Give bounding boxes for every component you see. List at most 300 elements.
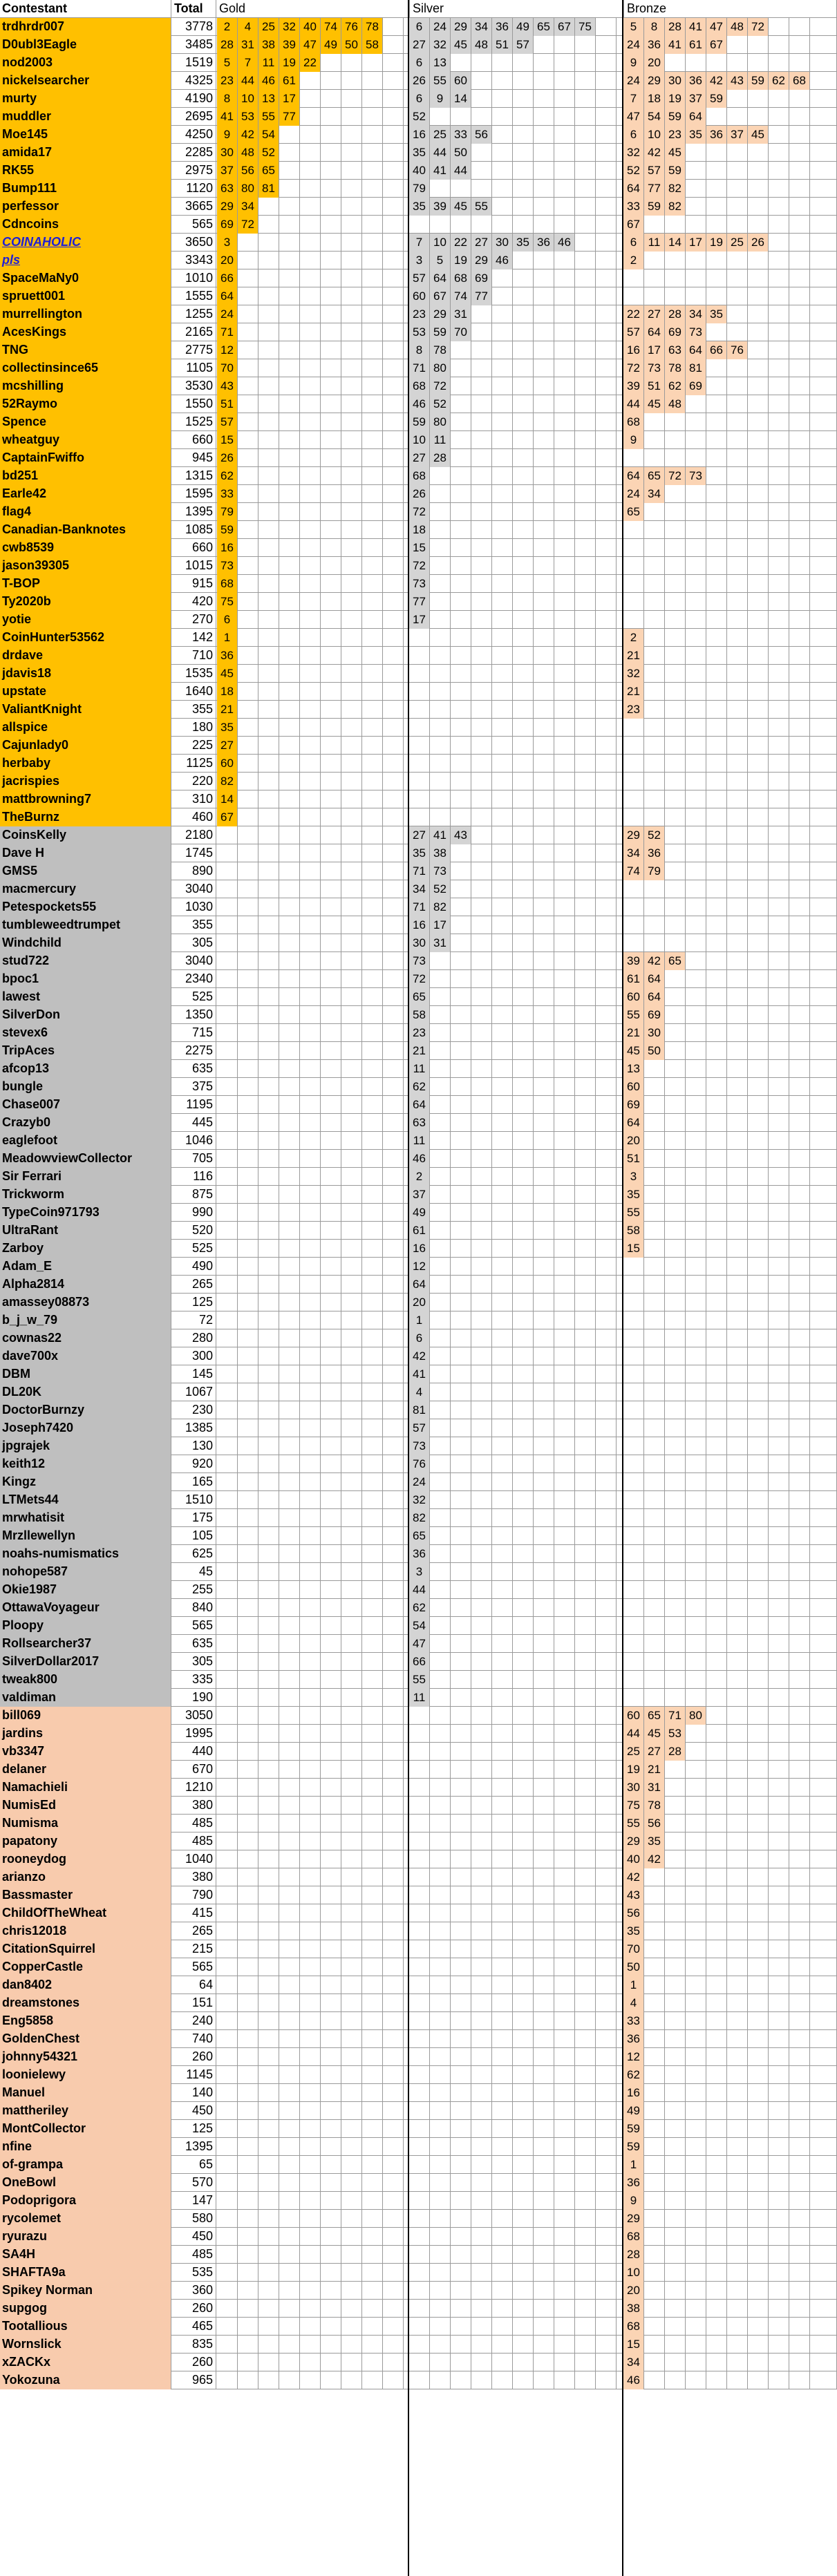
empty-cell [534, 108, 554, 126]
empty-cell [534, 1419, 554, 1437]
empty-cell [769, 2102, 789, 2120]
empty-cell [727, 2210, 748, 2228]
gold-medal-number: 80 [238, 180, 258, 198]
empty-cell [789, 108, 810, 126]
empty-cell [471, 1671, 492, 1689]
empty-cell [300, 593, 321, 611]
empty-cell [686, 1222, 706, 1240]
contestant-name: CaptainFwiffo [0, 449, 171, 467]
empty-cell [789, 1222, 810, 1240]
gold-medal-number: 8 [217, 90, 238, 108]
table-row [0, 1114, 837, 1132]
empty-cell [513, 1240, 534, 1258]
empty-cell [706, 1132, 727, 1150]
empty-cell [362, 234, 383, 252]
total-score: 1085 [171, 521, 216, 539]
empty-cell [575, 988, 596, 1006]
empty-cell [492, 1347, 513, 1365]
empty-cell [554, 503, 575, 521]
empty-cell [748, 1096, 769, 1114]
empty-cell [727, 162, 748, 180]
empty-cell [362, 467, 383, 485]
bronze-medal-number: 35 [623, 1922, 644, 1940]
empty-cell [554, 1761, 575, 1779]
empty-cell [492, 1132, 513, 1150]
empty-cell [383, 1958, 404, 1976]
gold-medal-number: 58 [362, 36, 383, 54]
empty-cell [554, 1868, 575, 1886]
empty-cell [279, 1168, 300, 1186]
empty-cell [383, 1258, 404, 1276]
empty-cell [534, 467, 554, 485]
empty-cell [596, 970, 617, 988]
empty-cell [238, 611, 258, 629]
empty-cell [789, 126, 810, 144]
empty-cell [769, 162, 789, 180]
bronze-medal-number: 35 [706, 305, 727, 323]
empty-cell [748, 1725, 769, 1743]
empty-cell [644, 737, 665, 755]
empty-cell [300, 1078, 321, 1096]
empty-cell [383, 1779, 404, 1797]
empty-cell [623, 808, 644, 826]
empty-cell [727, 790, 748, 808]
empty-cell [706, 449, 727, 467]
silver-medal-number: 80 [430, 413, 451, 431]
empty-cell [492, 377, 513, 395]
empty-cell [451, 952, 471, 970]
empty-cell [217, 1581, 238, 1599]
empty-cell [748, 593, 769, 611]
silver-medal-number: 70 [451, 323, 471, 341]
table-row [0, 898, 837, 916]
bronze-medal-number: 31 [644, 1779, 665, 1797]
empty-cell [513, 647, 534, 665]
contestant-name: dreamstones [0, 1994, 171, 2012]
total-score: 72 [171, 1311, 216, 1329]
empty-cell [665, 2336, 686, 2354]
empty-cell [492, 1078, 513, 1096]
gold-medal-number: 33 [217, 485, 238, 503]
empty-cell [279, 1258, 300, 1276]
empty-cell [596, 1258, 617, 1276]
empty-cell [321, 485, 341, 503]
bronze-medal-number: 47 [623, 108, 644, 126]
empty-cell [430, 1168, 451, 1186]
silver-medal-number: 32 [409, 1491, 430, 1509]
empty-cell [492, 701, 513, 719]
empty-cell [596, 1563, 617, 1581]
empty-cell [492, 683, 513, 701]
empty-cell [383, 2174, 404, 2192]
empty-cell [534, 701, 554, 719]
empty-cell [554, 2174, 575, 2192]
empty-cell [769, 1581, 789, 1599]
gold-medal-number: 9 [217, 126, 238, 144]
empty-cell [217, 1491, 238, 1509]
empty-cell [341, 665, 362, 683]
empty-cell [217, 2282, 238, 2300]
bronze-medal-number: 9 [623, 431, 644, 449]
empty-cell [810, 808, 837, 826]
bronze-medal-number: 60 [623, 988, 644, 1006]
empty-cell [686, 1940, 706, 1958]
empty-cell [279, 1527, 300, 1545]
header-bronze: Bronze [624, 0, 837, 18]
empty-cell [362, 1473, 383, 1491]
empty-cell [665, 683, 686, 701]
total-score: 4325 [171, 72, 216, 90]
empty-cell [451, 503, 471, 521]
empty-cell [769, 1868, 789, 1886]
empty-cell [769, 2282, 789, 2300]
empty-cell [596, 359, 617, 377]
bronze-medal-number: 28 [665, 1743, 686, 1761]
contestant-name[interactable]: pls [0, 252, 171, 269]
contestant-name: Mrzllewellyn [0, 1527, 171, 1545]
empty-cell [686, 862, 706, 880]
gold-medal-number: 26 [217, 449, 238, 467]
empty-cell [769, 1222, 789, 1240]
empty-cell [789, 2210, 810, 2228]
contestant-name: Alpha2814 [0, 1276, 171, 1294]
empty-cell [279, 521, 300, 539]
empty-cell [258, 467, 279, 485]
empty-cell [362, 1761, 383, 1779]
empty-cell [258, 1653, 279, 1671]
bronze-medal-number: 36 [706, 126, 727, 144]
empty-cell [534, 898, 554, 916]
empty-cell [596, 1276, 617, 1294]
empty-cell [430, 1383, 451, 1401]
gold-medal-number: 24 [217, 305, 238, 323]
empty-cell [534, 180, 554, 198]
empty-cell [575, 665, 596, 683]
gold-medal-number: 40 [300, 18, 321, 36]
empty-cell [534, 1886, 554, 1904]
empty-cell [644, 1078, 665, 1096]
table-row [0, 1940, 837, 1958]
empty-cell [492, 2174, 513, 2192]
empty-cell [258, 1922, 279, 1940]
empty-cell [810, 1311, 837, 1329]
empty-cell [706, 2210, 727, 2228]
empty-cell [810, 359, 837, 377]
empty-cell [623, 269, 644, 287]
empty-cell [300, 683, 321, 701]
empty-cell [513, 1078, 534, 1096]
gold-medal-number: 78 [362, 18, 383, 36]
empty-cell [430, 790, 451, 808]
empty-cell [644, 1886, 665, 1904]
empty-cell [217, 1132, 238, 1150]
empty-cell [554, 988, 575, 1006]
empty-cell [706, 1527, 727, 1545]
gold-medal-number: 15 [217, 431, 238, 449]
empty-cell [810, 1060, 837, 1078]
empty-cell [258, 1419, 279, 1437]
empty-cell [362, 2012, 383, 2030]
empty-cell [769, 1563, 789, 1581]
empty-cell [279, 1581, 300, 1599]
empty-cell [748, 1904, 769, 1922]
empty-cell [258, 1096, 279, 1114]
empty-cell [341, 90, 362, 108]
bronze-medal-number: 56 [644, 1815, 665, 1832]
empty-cell [810, 1437, 837, 1455]
empty-cell [471, 1401, 492, 1419]
silver-medal-number: 64 [409, 1276, 430, 1294]
header-silver: Silver [410, 0, 624, 18]
empty-cell [321, 1329, 341, 1347]
empty-cell [727, 2012, 748, 2030]
contestant-name: amida17 [0, 144, 171, 162]
empty-cell [727, 1491, 748, 1509]
gold-medal-number: 65 [258, 162, 279, 180]
empty-cell [748, 1258, 769, 1276]
empty-cell [789, 557, 810, 575]
empty-cell [362, 539, 383, 557]
empty-cell [451, 1096, 471, 1114]
empty-cell [513, 1491, 534, 1509]
gold-medal-number: 31 [238, 36, 258, 54]
gold-medal-number: 82 [217, 773, 238, 790]
empty-cell [789, 485, 810, 503]
total-score: 520 [171, 1222, 216, 1240]
empty-cell [300, 1365, 321, 1383]
empty-cell [769, 737, 789, 755]
empty-cell [810, 1527, 837, 1545]
empty-cell [321, 1527, 341, 1545]
empty-cell [471, 1006, 492, 1024]
silver-medal-number: 64 [409, 1096, 430, 1114]
gold-medal-number: 59 [217, 521, 238, 539]
empty-cell [810, 503, 837, 521]
table-row [0, 1042, 837, 1060]
empty-cell [471, 1922, 492, 1940]
empty-cell [300, 1815, 321, 1832]
empty-cell [451, 2030, 471, 2048]
empty-cell [810, 755, 837, 773]
empty-cell [430, 180, 451, 198]
bronze-medal-number: 42 [644, 952, 665, 970]
empty-cell [279, 287, 300, 305]
empty-cell [789, 2012, 810, 2030]
empty-cell [810, 1581, 837, 1599]
empty-cell [451, 1383, 471, 1401]
empty-cell [810, 1725, 837, 1743]
bronze-medal-number: 26 [748, 234, 769, 252]
empty-cell [665, 1419, 686, 1437]
empty-cell [238, 1006, 258, 1024]
empty-cell [362, 1617, 383, 1635]
bronze-medal-number: 30 [623, 1779, 644, 1797]
empty-cell [748, 1455, 769, 1473]
empty-cell [789, 539, 810, 557]
empty-cell [300, 108, 321, 126]
empty-cell [321, 252, 341, 269]
empty-cell [451, 2138, 471, 2156]
empty-cell [341, 1922, 362, 1940]
bronze-medal-number: 17 [644, 341, 665, 359]
empty-cell [430, 755, 451, 773]
empty-cell [238, 1886, 258, 1904]
gold-medal-number: 13 [258, 90, 279, 108]
empty-cell [596, 2048, 617, 2066]
empty-cell [534, 323, 554, 341]
empty-cell [258, 1994, 279, 2012]
empty-cell [789, 1401, 810, 1419]
empty-cell [362, 1096, 383, 1114]
total-score: 1535 [171, 665, 216, 683]
contestant-name: DBM [0, 1365, 171, 1383]
empty-cell [321, 2156, 341, 2174]
empty-cell [341, 1132, 362, 1150]
empty-cell [362, 737, 383, 755]
empty-cell [383, 2264, 404, 2282]
bronze-medal-number: 67 [623, 216, 644, 234]
contestant-name: OttawaVoyageur [0, 1599, 171, 1617]
empty-cell [554, 1132, 575, 1150]
empty-cell [769, 1832, 789, 1850]
empty-cell [451, 1850, 471, 1868]
empty-cell [279, 162, 300, 180]
empty-cell [665, 593, 686, 611]
empty-cell [810, 629, 837, 647]
empty-cell [471, 323, 492, 341]
empty-cell [451, 467, 471, 485]
empty-cell [534, 521, 554, 539]
empty-cell [748, 1922, 769, 1940]
empty-cell [727, 2228, 748, 2246]
table-row [0, 880, 837, 898]
empty-cell [513, 1779, 534, 1797]
empty-cell [238, 1797, 258, 1815]
bronze-medal-number: 10 [623, 2264, 644, 2282]
empty-cell [596, 1401, 617, 1419]
empty-cell [575, 593, 596, 611]
empty-cell [383, 287, 404, 305]
table-row [0, 521, 837, 539]
empty-cell [217, 952, 238, 970]
empty-cell [810, 1401, 837, 1419]
empty-cell [300, 2192, 321, 2210]
empty-cell [341, 359, 362, 377]
empty-cell [321, 341, 341, 359]
empty-cell [383, 1132, 404, 1150]
empty-cell [238, 790, 258, 808]
empty-cell [238, 1635, 258, 1653]
empty-cell [217, 1599, 238, 1617]
empty-cell [748, 1940, 769, 1958]
empty-cell [810, 234, 837, 252]
empty-cell [789, 1491, 810, 1509]
empty-cell [513, 1150, 534, 1168]
empty-cell [644, 1545, 665, 1563]
empty-cell [238, 1509, 258, 1527]
empty-cell [686, 1347, 706, 1365]
table-row [0, 988, 837, 1006]
empty-cell [644, 2174, 665, 2192]
empty-cell [534, 162, 554, 180]
bronze-medal-number: 45 [665, 144, 686, 162]
empty-cell [430, 1545, 451, 1563]
empty-cell [471, 1958, 492, 1976]
empty-cell [451, 1024, 471, 1042]
empty-cell [430, 2030, 451, 2048]
empty-cell [513, 1581, 534, 1599]
empty-cell [748, 395, 769, 413]
empty-cell [769, 1707, 789, 1725]
empty-cell [789, 2300, 810, 2318]
empty-cell [279, 1725, 300, 1743]
empty-cell [665, 2282, 686, 2300]
empty-cell [665, 1042, 686, 1060]
empty-cell [321, 1276, 341, 1294]
empty-cell [706, 1347, 727, 1365]
silver-medal-number: 2 [409, 1168, 430, 1186]
empty-cell [258, 593, 279, 611]
empty-cell [596, 503, 617, 521]
empty-cell [810, 1994, 837, 2012]
empty-cell [321, 2048, 341, 2066]
empty-cell [279, 431, 300, 449]
empty-cell [300, 1383, 321, 1401]
empty-cell [554, 952, 575, 970]
empty-cell [706, 1258, 727, 1276]
empty-cell [300, 305, 321, 323]
empty-cell [258, 719, 279, 737]
empty-cell [383, 36, 404, 54]
empty-cell [769, 719, 789, 737]
contestant-name[interactable]: COINAHOLIC [0, 234, 171, 252]
empty-cell [686, 970, 706, 988]
empty-cell [706, 1473, 727, 1491]
empty-cell [810, 1886, 837, 1904]
empty-cell [383, 449, 404, 467]
silver-medal-number: 49 [409, 1204, 430, 1222]
empty-cell [321, 126, 341, 144]
table-row [0, 557, 837, 575]
empty-cell [321, 1671, 341, 1689]
empty-cell [238, 1904, 258, 1922]
empty-cell [451, 1904, 471, 1922]
empty-cell [451, 54, 471, 72]
empty-cell [321, 2371, 341, 2389]
silver-medal-number: 7 [409, 234, 430, 252]
empty-cell [513, 1096, 534, 1114]
empty-cell [623, 1473, 644, 1491]
bronze-medal-number: 51 [644, 377, 665, 395]
empty-cell [727, 665, 748, 683]
empty-cell [769, 126, 789, 144]
empty-cell [300, 72, 321, 90]
gold-medal-number: 71 [217, 323, 238, 341]
empty-cell [217, 1024, 238, 1042]
total-score: 945 [171, 449, 216, 467]
empty-cell [451, 970, 471, 988]
empty-cell [513, 359, 534, 377]
empty-cell [409, 665, 430, 683]
empty-cell [321, 1976, 341, 1994]
empty-cell [451, 1832, 471, 1850]
bronze-medal-number: 61 [686, 36, 706, 54]
empty-cell [258, 1150, 279, 1168]
empty-cell [575, 1761, 596, 1779]
empty-cell [217, 1815, 238, 1832]
empty-cell [706, 1365, 727, 1383]
silver-medal-number: 72 [409, 503, 430, 521]
